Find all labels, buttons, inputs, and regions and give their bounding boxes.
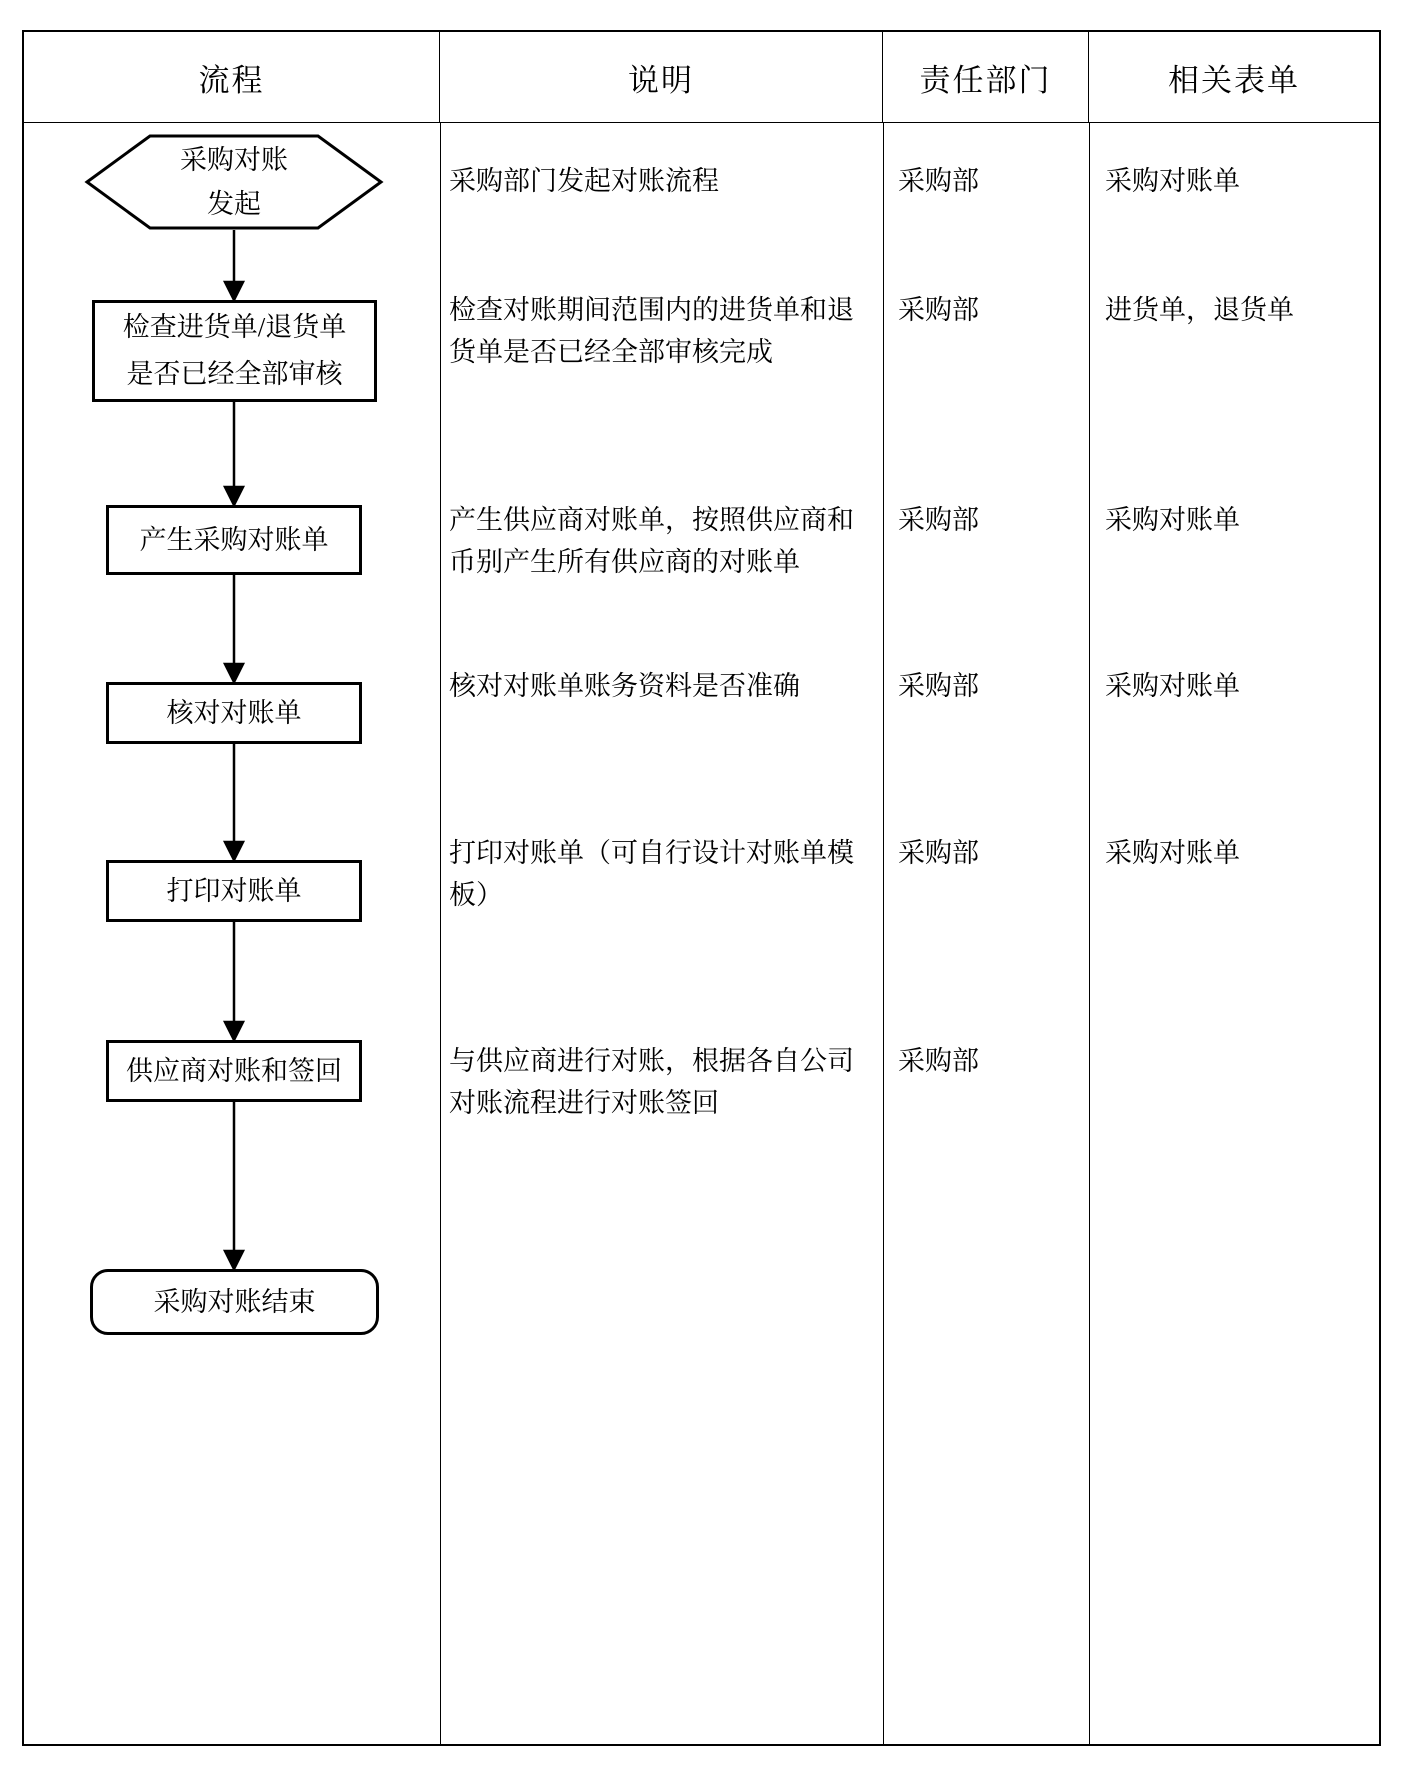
column-divider: [1089, 123, 1090, 1744]
arrow-down-icon: [225, 230, 243, 300]
header-department: 责任部门: [883, 32, 1089, 122]
row-department: 采购部: [898, 838, 979, 868]
row-description: 与供应商进行对账，根据各自公司对账流程进行对账签回: [449, 1046, 854, 1118]
arrow-down-icon: [225, 744, 243, 860]
table-header: [24, 32, 1379, 123]
node-label: 打印对账单: [166, 876, 302, 906]
flow-node-print-statement: [106, 860, 362, 922]
arrow-down-icon: [225, 402, 243, 505]
node-label: 产生采购对账单: [139, 525, 329, 555]
row-description: 产生供应商对账单，按照供应商和币别产生所有供应商的对账单: [449, 505, 854, 577]
node-label: 采购对账结束: [153, 1287, 316, 1317]
arrow-down-icon: [225, 922, 243, 1040]
flow-node-generate-statement: [106, 505, 362, 575]
flow-node-verify-statement: [106, 682, 362, 744]
row-forms: 采购对账单: [1105, 505, 1240, 535]
row-description: 核对对账单账务资料是否准确: [449, 671, 800, 701]
header-description: 说明: [440, 32, 883, 122]
node-label: 核对对账单: [166, 698, 302, 728]
arrow-down-icon: [225, 575, 243, 682]
node-label: 发起: [207, 189, 261, 219]
row-description: 检查对账期间范围内的进货单和退货单是否已经全部审核完成: [449, 295, 854, 367]
row-department: 采购部: [898, 671, 979, 701]
header-process: 流程: [24, 32, 440, 122]
row-department: 采购部: [898, 1046, 979, 1076]
row-forms: 采购对账单: [1105, 671, 1240, 701]
node-label: 检查进货单/退货单: [122, 312, 347, 342]
row-description: 打印对账单（可自行设计对账单模板）: [449, 838, 854, 910]
row-forms: 进货单，退货单: [1105, 295, 1294, 325]
node-label: 采购对账: [180, 145, 288, 175]
process-table: [22, 30, 1381, 1746]
arrow-down-icon: [225, 1102, 243, 1269]
node-label: 是否已经全部审核: [126, 359, 343, 389]
node-label: 供应商对账和签回: [126, 1056, 342, 1086]
column-divider: [440, 123, 441, 1744]
flow-node-supplier-reconcile-sign: [106, 1040, 362, 1102]
flow-node-start: [84, 134, 384, 230]
row-department: 采购部: [898, 295, 979, 325]
row-department: 采购部: [898, 505, 979, 535]
row-forms: 采购对账单: [1105, 166, 1240, 196]
flow-node-end: [90, 1269, 379, 1335]
flow-node-check-receipts: [92, 300, 377, 402]
header-forms: 相关表单: [1168, 62, 1300, 98]
row-description: 采购部门发起对账流程: [449, 166, 719, 196]
row-department: 采购部: [898, 166, 979, 196]
column-divider: [883, 123, 884, 1744]
table-body: [24, 123, 1379, 1744]
row-forms: 采购对账单: [1105, 838, 1240, 868]
